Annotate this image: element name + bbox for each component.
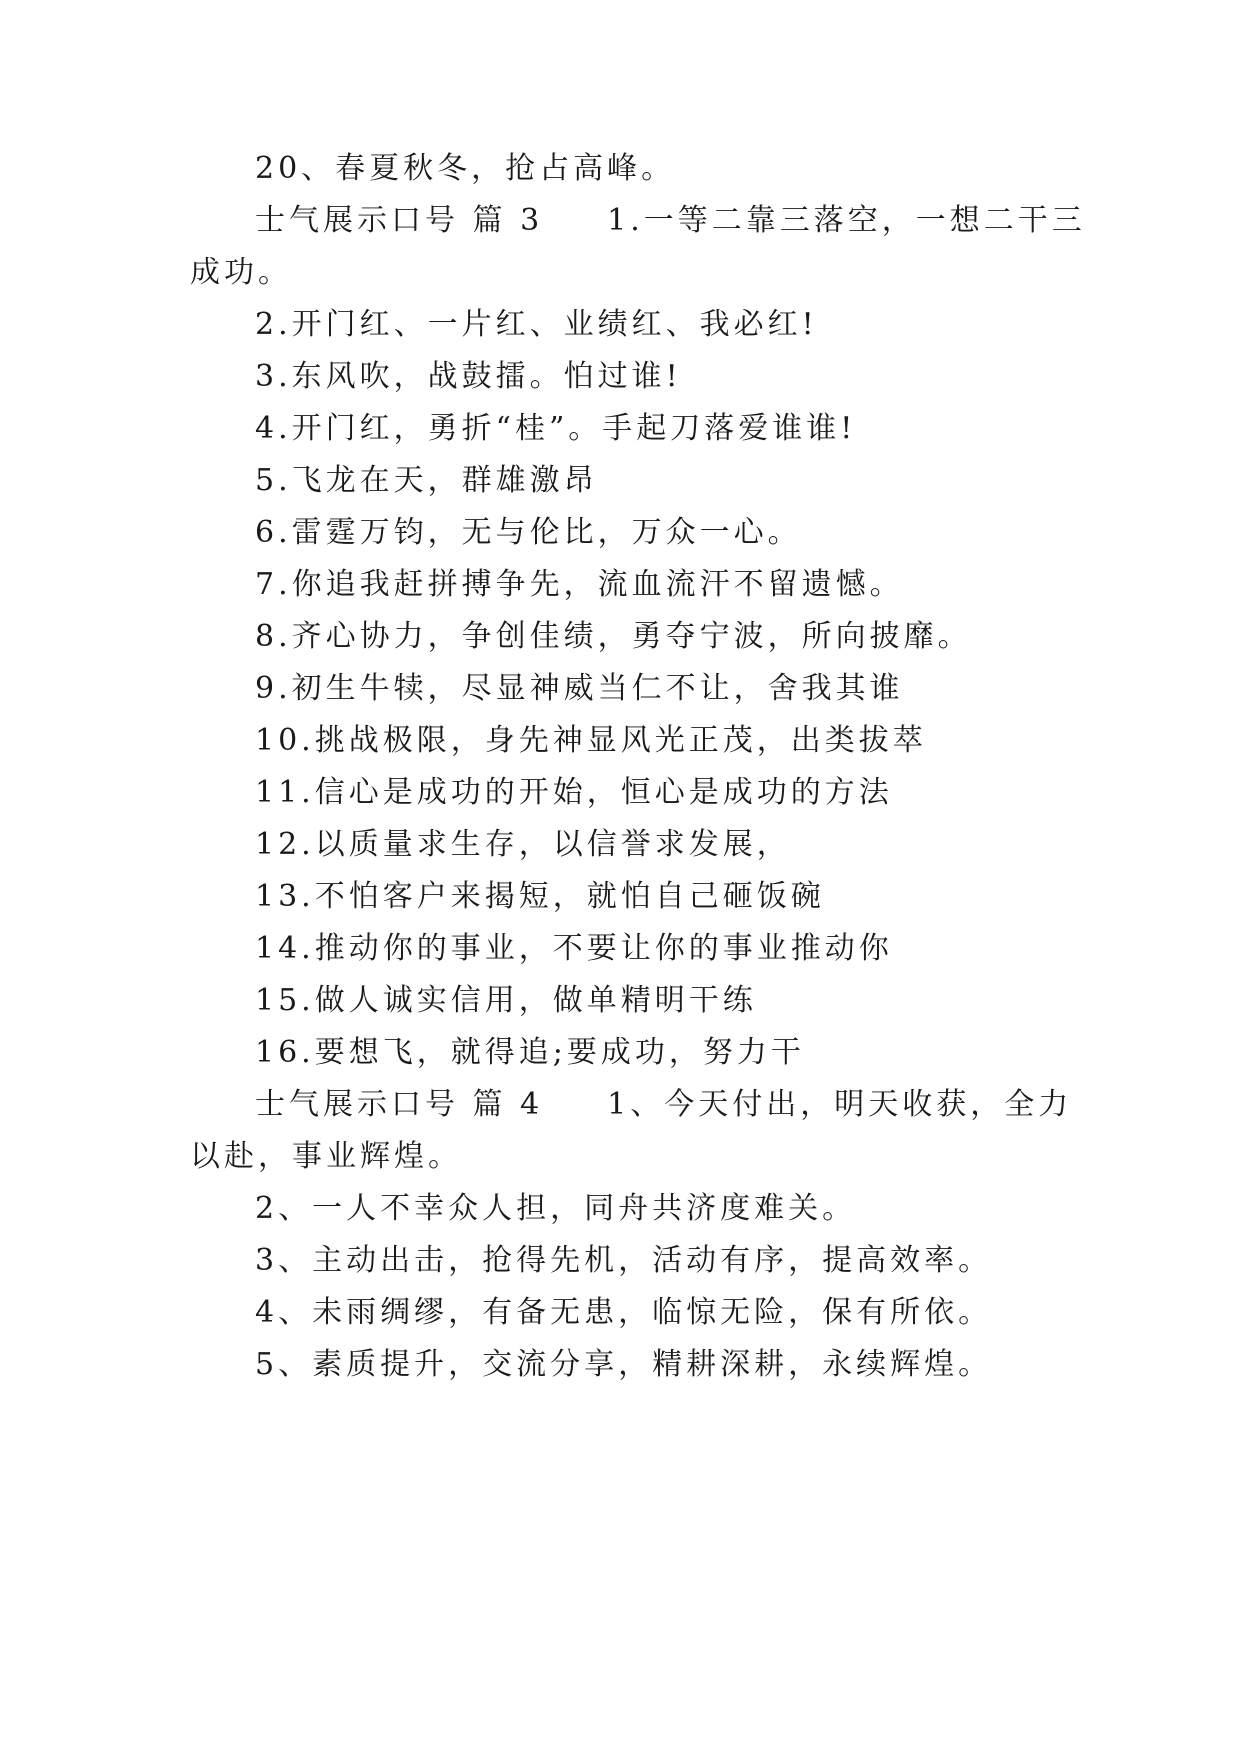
- line-text: 1、今天付出，明天收获，全力: [607, 1087, 1073, 1122]
- line-text: 6.雷霆万钧，无与伦比，万众一心。: [255, 515, 802, 550]
- line-text: 4.开门红，勇折“桂”。手起刀落爱谁谁!: [255, 411, 857, 446]
- text-line: [255, 929, 893, 969]
- text-line: [255, 773, 893, 813]
- text-line: [255, 1293, 992, 1333]
- line-text: 14.推动你的事业，不要让你的事业推动你: [255, 931, 893, 966]
- text-line: [255, 877, 825, 917]
- text-line: [255, 565, 904, 605]
- section-heading: 士气展示口号 篇 4: [255, 1087, 544, 1122]
- text-line: [190, 253, 292, 293]
- line-text: 2、一人不幸众人担，同舟共济度难关。: [255, 1191, 857, 1226]
- text-line: [255, 461, 598, 501]
- line-text: 9.初生牛犊，尽显神威当仁不让，舍我其谁: [255, 671, 904, 706]
- line-text: 2.开门红、一片红、业绩红、我必红!: [255, 307, 818, 342]
- text-line: [255, 1345, 992, 1385]
- text-line: [255, 409, 856, 449]
- section-heading-line: [255, 201, 1086, 241]
- text-line: [255, 149, 675, 189]
- text-line: [255, 357, 682, 397]
- line-text: 1.一等二靠三落空，一想二干三: [607, 203, 1086, 238]
- line-text: 11.信心是成功的开始，恒心是成功的方法: [255, 775, 893, 810]
- text-line: [255, 1189, 856, 1229]
- line-text: 4、未雨绸缪，有备无患，临惊无险，保有所依。: [255, 1295, 993, 1330]
- line-text: 5、素质提升，交流分享，精耕深耕，永续辉煌。: [255, 1347, 993, 1382]
- line-text: 15.做人诚实信用，做单精明干练: [255, 983, 757, 1018]
- text-line: [255, 305, 818, 345]
- line-text: 5.飞龙在天，群雄激昂: [255, 463, 598, 498]
- line-text: 8.齐心协力，争创佳绩，勇夺宁波，所向披靡。: [255, 619, 972, 654]
- line-text: 成功。: [190, 255, 292, 290]
- line-text: 3、主动出击，抢得先机，活动有序，提高效率。: [255, 1243, 993, 1278]
- line-text: 以赴，事业辉煌。: [190, 1139, 462, 1174]
- line-text: 12.以质量求生存，以信誉求发展，: [255, 827, 791, 862]
- text-line: [190, 1137, 462, 1177]
- text-line: [255, 721, 927, 761]
- line-text: 7.你追我赶拼搏争先，流血流汗不留遗憾。: [255, 567, 904, 602]
- text-line: [255, 617, 972, 657]
- text-line: [255, 981, 757, 1021]
- text-line: [255, 669, 904, 709]
- text-line: [255, 1033, 805, 1073]
- line-text: 13.不怕客户来揭短，就怕自己砸饭碗: [255, 879, 825, 914]
- text-line: [255, 513, 802, 553]
- text-line: [255, 825, 791, 865]
- section-heading-line: [255, 1085, 1072, 1125]
- line-text: 16.要想飞，就得追;要成功，努力干: [255, 1035, 805, 1070]
- section-heading: 士气展示口号 篇 3: [255, 203, 544, 238]
- line-text: 3.东风吹，战鼓擂。怕过谁!: [255, 359, 682, 394]
- text-line: [255, 1241, 992, 1281]
- line-text: 10.挑战极限，身先神显风光正茂，出类拔萃: [255, 723, 927, 758]
- line-text: 20、春夏秋冬，抢占高峰。: [255, 151, 676, 186]
